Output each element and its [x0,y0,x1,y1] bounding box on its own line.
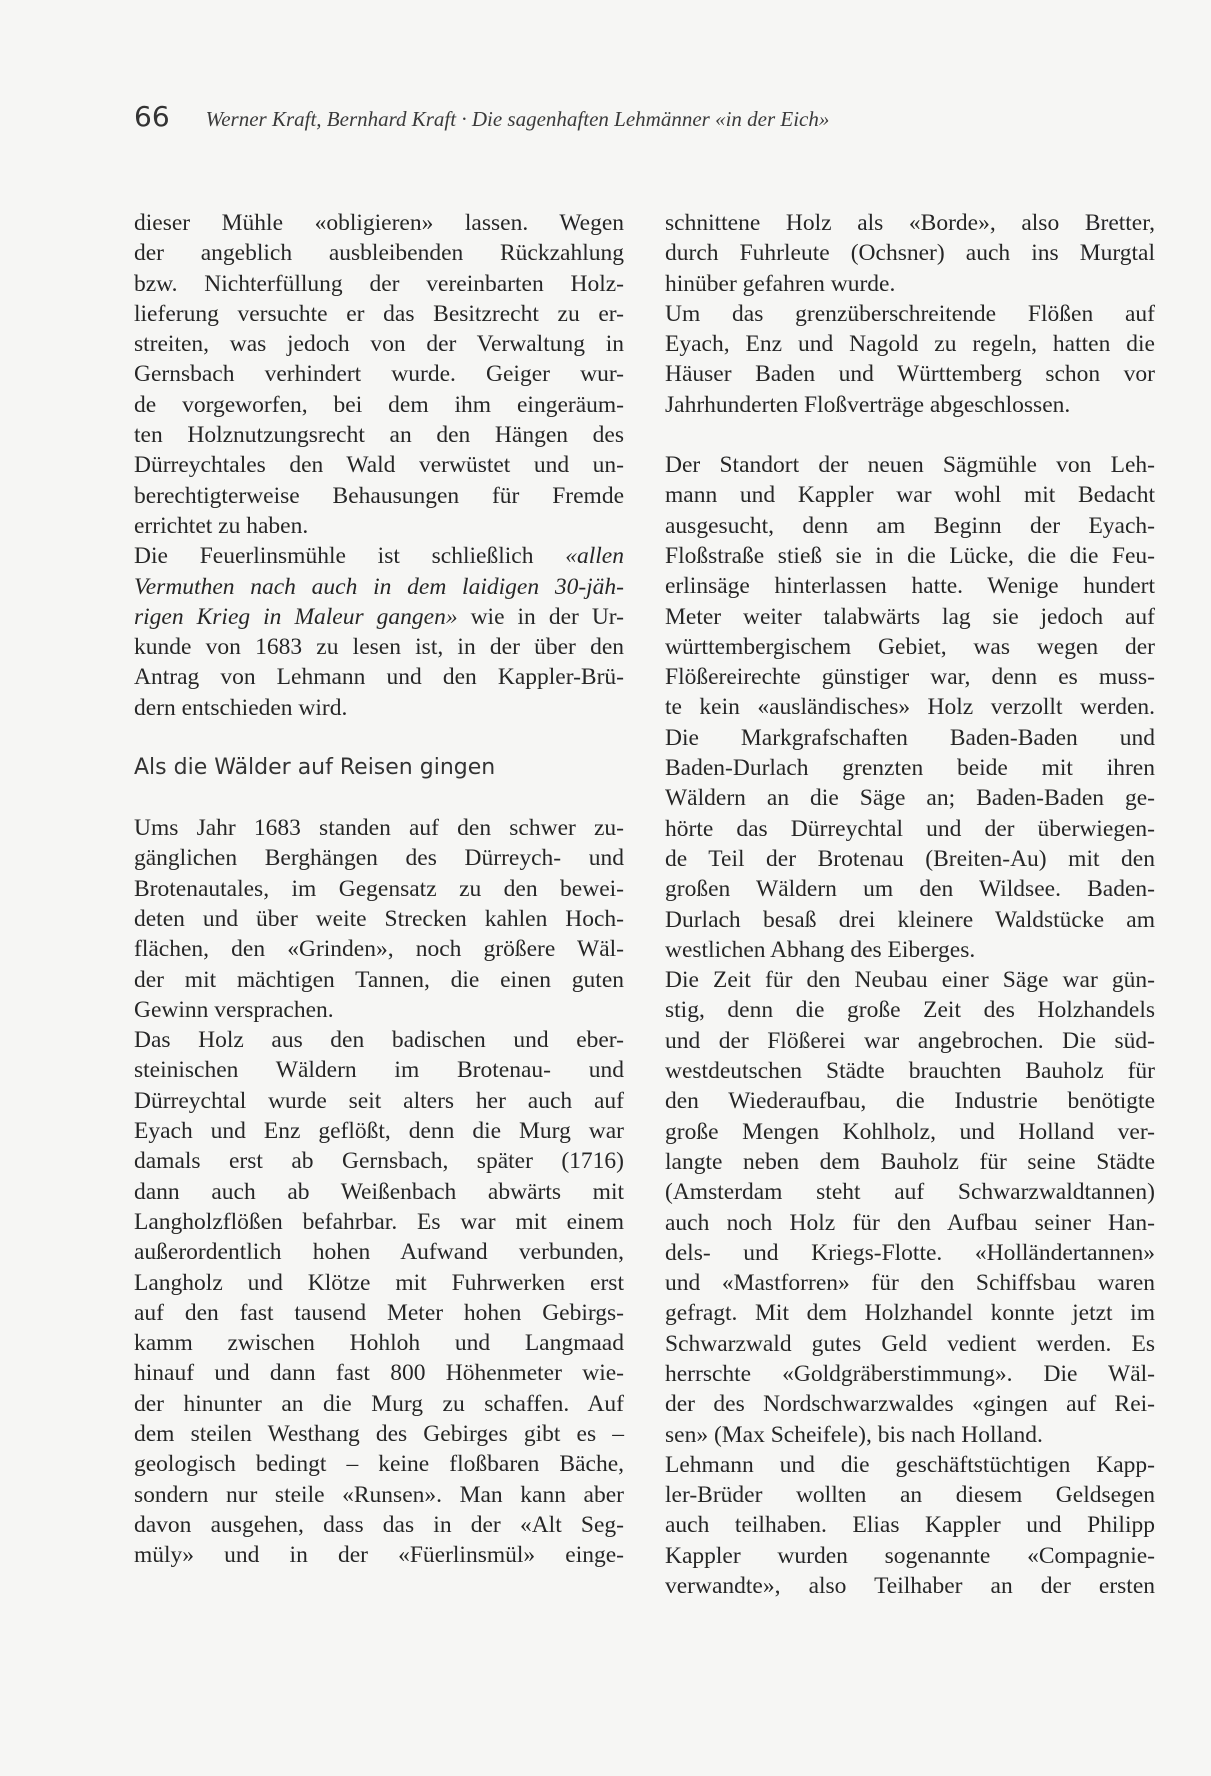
text-line: Gernsbach verhindert wurde. Geiger wur- [134,361,624,388]
right-column [665,208,1155,1601]
text-line: sondern nur steile «Runsen». Man kann aber [134,1481,624,1508]
text-line: ler-Brüder wollten an diesem Geldsegen [665,1482,1155,1509]
paragraph [665,1450,1155,1601]
text-line: Durlach besaß drei kleinere Waldstücke am [665,906,1155,933]
left-column [134,208,624,1570]
text-line: und der Flößerei war angebrochen. Die süd- [665,1027,1155,1054]
text-line: bzw. Nichterfüllung der vereinbarten Holz- [134,270,624,297]
text-line: berechtigterweise Behausungen für Fremde [134,482,624,509]
text-line: Eyach und Enz geflößt, denn die Murg war [134,1118,624,1145]
text-line: Floßstraße stieß sie in die Lücke, die die Feu- [665,542,1155,569]
text-line: Die Markgrafschaften Baden-Baden und [665,724,1155,751]
text-line: stig, denn die große Zeit des Holzhandels [665,997,1155,1024]
text-line: auf den fast tausend Meter hohen Gebirgs- [134,1299,624,1326]
text-line: erlinsäge hinterlassen hatte. Wenige hundert [665,573,1155,600]
spacer [134,723,624,753]
text-line: württembergischem Gebiet, was wegen der [665,633,1155,660]
text-line: Langholzflößen befahrbar. Es war mit einem [134,1208,624,1235]
text-line: Wäldern an die Säge an; Baden-Baden ge- [665,785,1155,812]
text-line: der mit mächtigen Tannen, die einen guten [134,966,624,993]
text-line: herrschte «Goldgräberstimmung». Die Wäl- [665,1360,1155,1387]
text-line: de Teil der Brotenau (Breiten-Au) mit den [665,845,1155,872]
text-line: Der Standort der neuen Sägmühle von Leh- [665,452,1155,479]
text-line: Um das grenzüberschreitende Flößen auf [665,300,1155,327]
text-line: hinüber gefahren wurde. [665,270,896,297]
text-line: errichtet zu haben. [134,512,309,539]
running-title: Werner Kraft, Bernhard Kraft · Die sagenhaften Lehmänner «in der Eich» [205,107,830,131]
text-line: gänglichen Berghängen des Dürreych- und [134,845,624,872]
text-line: Gewinn versprachen. [134,996,334,1023]
text-line: streiten, was jedoch von der Verwaltung in [134,331,624,358]
text-line: kunde von 1683 zu lesen ist, in der über den [134,634,624,661]
text-line: außerordentlich hohen Aufwand verbunden, [134,1239,624,1266]
text-line: großen Wäldern um den Wildsee. Baden- [665,876,1155,903]
text-line: Meter weiter talabwärts lag sie jedoch auf [665,603,1155,630]
text-line: auch teilhaben. Elias Kappler und Philipp [665,1512,1155,1539]
text-line: auch noch Holz für den Aufbau seiner Han- [665,1209,1155,1236]
text-line: Häuser Baden und Württemberg schon vor [665,361,1155,388]
spacer [665,420,1155,450]
text-line: flächen, den «Grinden», noch größere Wäl- [134,936,624,963]
paragraph [134,541,624,723]
text-line: sen» (Max Scheifele), bis nach Holland. [665,1421,1043,1448]
text-line: Die Zeit für den Neubau einer Säge war gün- [665,967,1155,994]
text-line: mann und Kappler war wohl mit Bedacht [665,482,1155,509]
text-line: Dürreychtales den Wald verwüstet und un- [134,452,624,479]
italic-quote: «allen [565,543,624,570]
text-line: ten Holznutzungsrecht an den Hängen des [134,422,624,449]
text-segment: wie in der Ur- [457,603,624,630]
text-line [134,541,624,571]
text-line: den Wiederaufbau, die Industrie benötigte [665,1088,1155,1115]
text-segment: Die Feuerlinsmühle ist schließlich [134,543,566,570]
text-line: müly» und in der «Füerlinsmül» einge- [134,1542,624,1569]
text-line: der des Nordschwarzwaldes «gingen auf Rei- [665,1391,1155,1418]
text-line: dann auch ab Weißenbach abwärts mit [134,1178,624,1205]
text-line: Langholz und Klötze mit Fuhrwerken erst [134,1269,624,1296]
text-line: Brotenautales, im Gegensatz zu den beweі- [134,875,624,902]
section-heading: Als die Wälder auf Reisen gingen [134,755,496,781]
text-line: Jahrhunderten Floßverträge abgeschlossen. [665,391,1071,418]
text-line: Lehmann und die geschäftstüchtigen Kapp- [665,1451,1155,1478]
text-line: westdeutschen Städte brauchten Bauholz für [665,1058,1155,1085]
italic-quote: rigen Krieg in Maleur gangen» [134,603,458,630]
text-line: verwandte», also Teilhaber an der ersten [665,1573,1155,1600]
text-line [134,602,624,632]
text-line: dels- und Kriegs-Flotte. «Holländertannen» [665,1239,1155,1266]
text-line: große Mengen Kohlholz, und Holland ver- [665,1118,1155,1145]
text-line: Flößereirechte günstiger war, denn es muss- [665,664,1155,691]
paragraph [134,813,624,1025]
text-line: dieser Mühle «obligieren» lassen. Wegen [134,210,624,236]
text-line: westlichen Abhang des Eiberges. [665,936,976,963]
paragraph [134,208,624,541]
text-line: der hinunter an die Murg zu schaffen. Auf [134,1390,624,1417]
text-line: dem steilen Westhang des Gebirges gibt es – [134,1420,624,1447]
text-line: Ums Jahr 1683 standen auf den schwer zu- [134,815,624,842]
text-line: dern entschieden wird. [134,694,348,721]
paragraph [665,450,1155,965]
text-line: langte neben dem Bauholz für seine Städte [665,1148,1155,1175]
paragraph [665,208,1155,299]
text-line: geologisch bedingt – keine floßbaren Bäche, [134,1451,624,1478]
text-line: Schwarzwald gutes Geld vedient werden. Es [665,1330,1155,1357]
text-line: Baden-Durlach grenzten beide mit ihren [665,755,1155,782]
text-line: de vorgeworfen, bei dem ihm eingeräum- [134,391,624,418]
text-line: hörte das Dürreychtal und der überwiegen- [665,815,1155,842]
text-line: damals erst ab Gernsbach, später (1716) [134,1148,624,1175]
text-line: te kein «ausländisches» Holz verzollt werden. [665,694,1155,721]
text-line: Antrag von Lehmann und den Kappler-Brü- [134,664,624,691]
paragraph [665,299,1155,420]
text-line: lieferung versuchte er das Besitzrecht zu er- [134,300,624,327]
paragraph [134,1025,624,1570]
text-line: kamm zwischen Hohloh und Langmaad [134,1330,624,1357]
text-line: Kappler wurden sogenannte «Compagnie- [665,1542,1155,1569]
text-line: durch Fuhrleute (Ochsner) auch ins Murgtal [665,240,1155,267]
spacer [134,783,624,813]
text-line [134,572,624,602]
text-line: und «Mastforren» für den Schiffsbau waren [665,1270,1155,1297]
text-line: steinischen Wäldern im Brotenau- und [134,1057,624,1084]
paragraph [665,965,1155,1450]
text-line: ausgesucht, denn am Beginn der Eyach- [665,512,1155,539]
text-line: der angeblich ausbleibenden Rückzahlung [134,240,624,267]
text-line: Eyach, Enz und Nagold zu regeln, hatten die [665,331,1155,358]
italic-quote: Vermuthen nach auch in dem laidigen 30-jäh- [134,573,624,600]
text-line: Dürreychtal wurde seit alters her auch auf [134,1087,624,1114]
text-line: Das Holz aus den badischen und eber- [134,1027,624,1054]
text-line: (Amsterdam steht auf Schwarzwaldtannen) [665,1179,1155,1206]
text-line: hinauf und dann fast 800 Höhenmeter wie- [134,1360,624,1387]
page-number: 66 [134,100,170,133]
text-line: schnittene Holz als «Borde», also Bretter, [665,210,1155,236]
text-line: davon ausgehen, dass das in der «Alt Seg- [134,1511,624,1538]
text-line: deten und über weite Strecken kahlen Hoch- [134,905,624,932]
text-line: gefragt. Mit dem Holzhandel konnte jetzt im [665,1300,1155,1327]
page-header [134,100,1094,140]
